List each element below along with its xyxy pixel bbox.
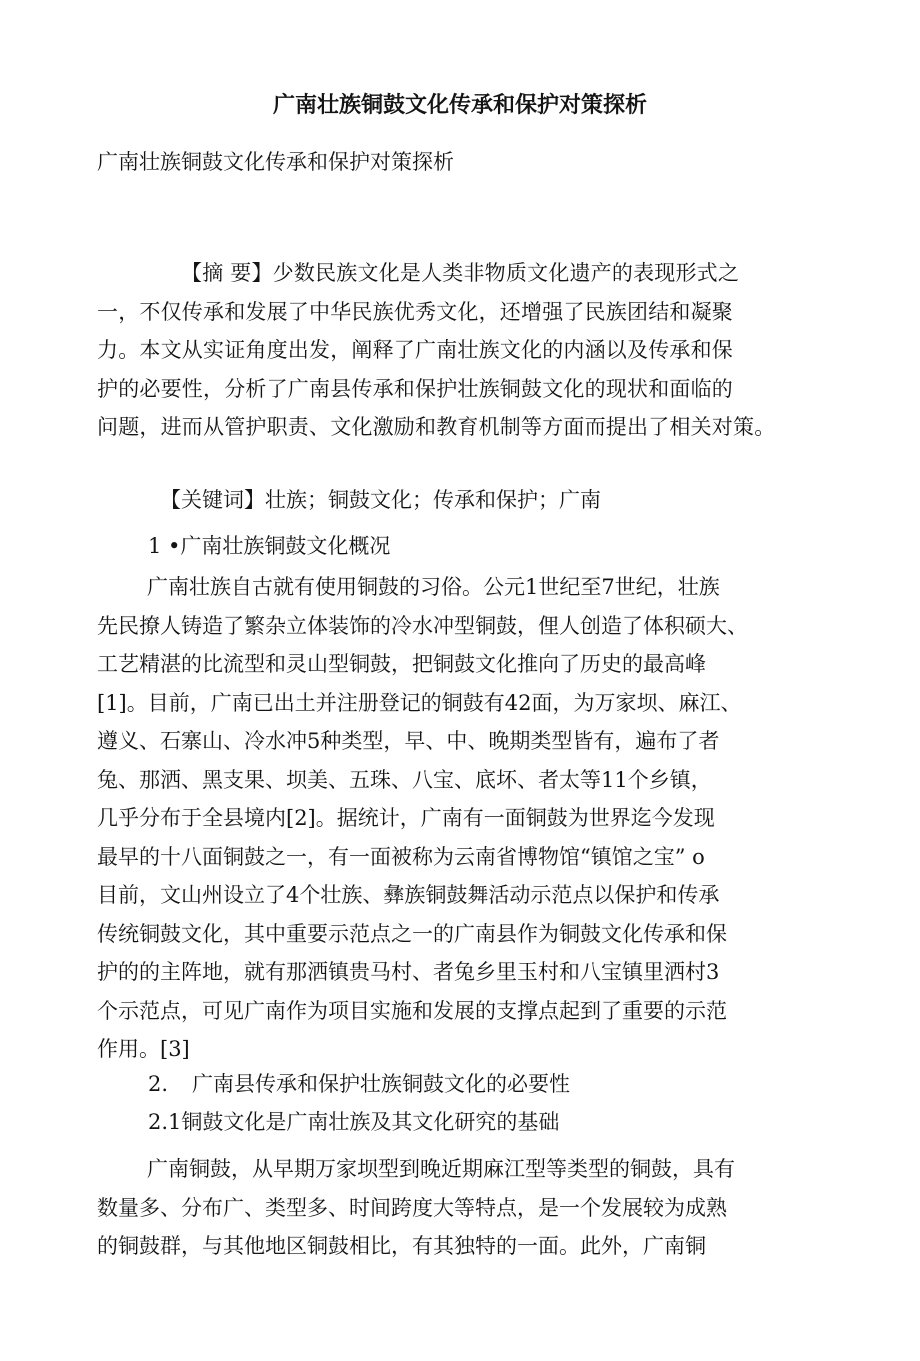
abstract-line: 护的必要性，分析了广南县传承和保护壮族铜鼓文化的现状和面临的: [97, 376, 733, 401]
paragraph-line: 最早的十八面铜鼓之一，有一面被称为云南省博物馆“镇馆之宝” o: [97, 844, 705, 869]
abstract-line: 一，不仅传承和发展了中华民族优秀文化，还增强了民族团结和凝聚: [97, 299, 733, 324]
paragraph-line: 护的的主阵地，就有那洒镇贵马村、者兔乡里玉村和八宝镇里洒村3: [97, 960, 720, 984]
abstract-line: 问题，进而从管护职责、文化激励和教育机制等方面而提出了相关对策。: [97, 415, 776, 439]
abstract-line: 力。本文从实证角度出发，阐释了广南壮族文化的内涵以及传承和保: [97, 338, 733, 362]
abstract-paragraph: [97, 254, 787, 447]
paragraph-line: 工艺精湛的比流型和灵山型铜鼓，把铜鼓文化推向了历史的最高峰: [97, 652, 706, 676]
keywords: 【关键词】壮族；铜鼓文化；传承和保护；广南: [160, 488, 601, 512]
abstract-line: 【摘 要】少数民族文化是人类非物质文化遗产的表现形式之: [181, 261, 740, 285]
section-2-1-heading: 2.1铜鼓文化是广南壮族及其文化研究的基础: [148, 1110, 560, 1134]
paragraph-line: 传统铜鼓文化，其中重要示范点之一的广南县作为铜鼓文化传承和保: [97, 921, 727, 946]
paragraph-line: 目前，文山州设立了4个壮族、彝族铜鼓舞活动示范点以保护和传承: [97, 883, 720, 907]
section-2-heading: [148, 1068, 570, 1098]
paragraph-line: 数量多、分布广、类型多、时间跨度大等特点，是一个发展较为成熟: [97, 1195, 727, 1220]
paragraph-line: 广南壮族自古就有使用铜鼓的习俗。公元1世纪至7世纪，壮族: [147, 575, 720, 599]
paragraph-line: 遵义、石寨山、冷水冲5种类型，早、中、晚期类型皆有，遍布了者: [97, 729, 720, 753]
paragraph-line: 兔、那洒、黑支果、坝美、五珠、八宝、底坏、者太等11个乡镇，: [97, 767, 712, 792]
paragraph-line: 几乎分布于全县境内[2]。据统计，广南有一面铜鼓为世界迄今发现: [97, 806, 715, 830]
section-2-paragraph: [97, 1150, 787, 1266]
paragraph-line: [1]。目前，广南已出土并注册登记的铜鼓有42面，为万家坝、麻江、: [97, 690, 742, 715]
paragraph-line: 作用。[3]: [97, 1037, 190, 1061]
paragraph-line: 个示范点，可见广南作为项目实施和发展的支撑点起到了重要的示范: [97, 998, 727, 1023]
document-subtitle: 广南壮族铜鼓文化传承和保护对策探析: [97, 150, 454, 174]
paragraph-line: 广南铜鼓，从早期万家坝型到晚近期麻江型等类型的铜鼓，具有: [147, 1157, 735, 1181]
section-1-heading: 1 •广南壮族铜鼓文化概况: [148, 534, 391, 558]
section-2-title: 广南县传承和保护壮族铜鼓文化的必要性: [192, 1072, 571, 1096]
section-2-number: 2.: [148, 1072, 169, 1096]
paragraph-line: 的铜鼓群，与其他地区铜鼓相比，有其独特的一面。此外，广南铜: [97, 1234, 706, 1258]
document-title: 广南壮族铜鼓文化传承和保护对策探析: [272, 93, 647, 118]
paragraph-line: 先民撩人铸造了繁杂立体装饰的冷水冲型铜鼓，俚人创造了体积硕大、: [97, 613, 748, 638]
section-1-paragraph: [97, 568, 787, 1069]
